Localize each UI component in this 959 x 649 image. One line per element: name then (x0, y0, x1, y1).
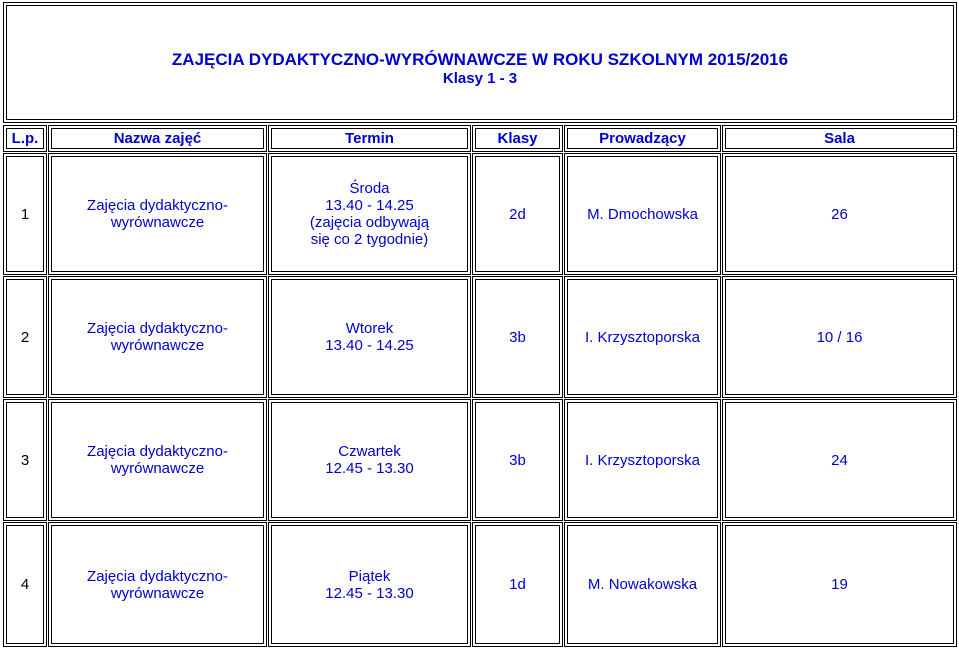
class-value: 2d (509, 205, 526, 223)
document-subtitle: Klasy 1 - 3 (442, 69, 518, 87)
table-row-1-class (472, 153, 563, 275)
table-row-1-room (722, 153, 957, 275)
table-row-4-name (48, 522, 267, 647)
room-value: 24 (831, 451, 848, 469)
class-value: 3b (509, 328, 526, 346)
term-note: się co 2 tygodnie) (310, 231, 429, 248)
activity-name-line: wyrównawcze (110, 214, 205, 231)
table-row-1-name (48, 153, 267, 275)
table-row-3-name (48, 399, 267, 521)
activity-name-line: Zajęcia dydaktyczno- (87, 197, 228, 214)
table-row-2-name (48, 276, 267, 398)
table-row-3-teacher (564, 399, 721, 521)
term-day: Środa (349, 180, 390, 197)
header-teacher-label: Prowadzący (599, 130, 686, 147)
row-number: 1 (20, 205, 30, 223)
table-row-4-term (268, 522, 471, 647)
header-lp-label: L.p. (11, 130, 39, 147)
row-number: 4 (20, 576, 30, 593)
table-row-4-teacher (564, 522, 721, 647)
activity-name-line: Zajęcia dydaktyczno- (87, 567, 228, 585)
activity-name-line: wyrównawcze (110, 584, 205, 602)
term-day: Czwartek (338, 443, 401, 460)
header-room-label: Sala (824, 130, 855, 147)
header-name (48, 125, 267, 152)
term-hours: 12.45 - 13.30 (325, 584, 414, 602)
class-value: 3b (509, 451, 526, 469)
table-row-2-room (722, 276, 957, 398)
table-row-1-teacher (564, 153, 721, 275)
table-row-2-lp (3, 276, 47, 398)
activity-name-line: Zajęcia dydaktyczno- (87, 443, 228, 460)
table-row-4-class (472, 522, 563, 647)
header-term-label: Termin (345, 130, 394, 147)
room-value: 19 (831, 576, 848, 593)
term-hours: 13.40 - 14.25 (325, 197, 414, 214)
room-value: 10 / 16 (816, 328, 863, 346)
header-class-label: Klasy (497, 130, 538, 147)
table-row-3-term (268, 399, 471, 521)
teacher-value: M. Nowakowska (587, 576, 698, 593)
table-row-3-class (472, 399, 563, 521)
activity-name-line: Zajęcia dydaktyczno- (87, 320, 228, 337)
header-class (472, 125, 563, 152)
header-room (722, 125, 957, 152)
table-row-4-lp (3, 522, 47, 647)
table-row-3-room (722, 399, 957, 521)
activity-name-line: wyrównawcze (110, 460, 205, 477)
term-day: Piątek (348, 567, 391, 585)
term-note: (zajęcia odbywają (309, 214, 430, 231)
header-term (268, 125, 471, 152)
row-number: 2 (20, 328, 30, 346)
table-row-3-lp (3, 399, 47, 521)
table-row-4-room (722, 522, 957, 647)
term-hours: 13.40 - 14.25 (325, 337, 414, 354)
header-teacher (564, 125, 721, 152)
document-title: ZAJĘCIA DYDAKTYCZNO-WYRÓWNAWCZE W ROKU SZKOLNYM 2015/2016 (171, 49, 789, 69)
teacher-value: M. Dmochowska (587, 205, 698, 223)
row-number: 3 (20, 451, 30, 469)
teacher-value: I. Krzysztoporska (584, 328, 701, 346)
title-block (3, 2, 957, 123)
room-value: 26 (831, 205, 848, 223)
table-row-2-class (472, 276, 563, 398)
term-day: Wtorek (345, 320, 394, 337)
header-name-label: Nazwa zajęć (113, 130, 202, 147)
table-row-2-term (268, 276, 471, 398)
table-row-1-term (268, 153, 471, 275)
term-hours: 12.45 - 13.30 (325, 460, 414, 477)
teacher-value: I. Krzysztoporska (584, 451, 701, 469)
table-row-2-teacher (564, 276, 721, 398)
table-row-1-lp (3, 153, 47, 275)
class-value: 1d (509, 576, 526, 593)
header-lp (3, 125, 47, 152)
activity-name-line: wyrównawcze (110, 337, 205, 354)
